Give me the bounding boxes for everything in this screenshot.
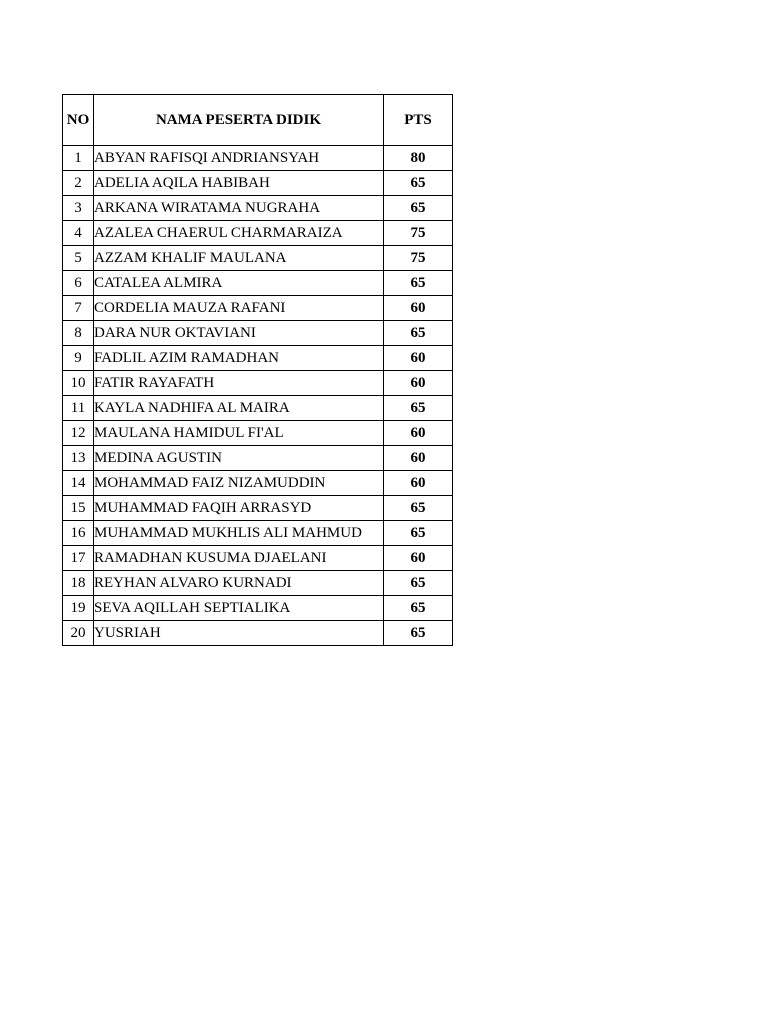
score-value: 65 — [384, 496, 453, 521]
student-name: MOHAMMAD FAIZ NIZAMUDDIN — [94, 471, 384, 496]
score-value: 60 — [384, 446, 453, 471]
table-row — [63, 421, 453, 446]
student-name: KAYLA NADHIFA AL MAIRA — [94, 396, 384, 421]
score-value: 65 — [384, 521, 453, 546]
score-value: 65 — [384, 196, 453, 221]
table-row — [63, 571, 453, 596]
header-name: NAMA PESERTA DIDIK — [94, 95, 384, 146]
table-row — [63, 596, 453, 621]
student-name: DARA NUR OKTAVIANI — [94, 321, 384, 346]
student-name: MUHAMMAD FAQIH ARRASYD — [94, 496, 384, 521]
score-value: 65 — [384, 271, 453, 296]
header-row — [63, 95, 453, 146]
scores-table — [62, 94, 453, 646]
table-row — [63, 471, 453, 496]
score-value: 65 — [384, 321, 453, 346]
score-value: 65 — [384, 596, 453, 621]
table-row — [63, 296, 453, 321]
row-number: 6 — [63, 271, 94, 296]
table-row — [63, 271, 453, 296]
table-row — [63, 396, 453, 421]
student-name: ADELIA AQILA HABIBAH — [94, 171, 384, 196]
student-name: RAMADHAN KUSUMA DJAELANI — [94, 546, 384, 571]
table-row — [63, 196, 453, 221]
row-number: 19 — [63, 596, 94, 621]
student-name: FATIR RAYAFATH — [94, 371, 384, 396]
row-number: 18 — [63, 571, 94, 596]
student-name: CATALEA ALMIRA — [94, 271, 384, 296]
header-score: PTS — [384, 95, 453, 146]
student-name: CORDELIA MAUZA RAFANI — [94, 296, 384, 321]
row-number: 16 — [63, 521, 94, 546]
table-row — [63, 246, 453, 271]
score-value: 65 — [384, 396, 453, 421]
row-number: 17 — [63, 546, 94, 571]
table-row — [63, 621, 453, 646]
table-row — [63, 496, 453, 521]
table-row — [63, 546, 453, 571]
score-value: 60 — [384, 346, 453, 371]
student-name: ABYAN RAFISQI ANDRIANSYAH — [94, 146, 384, 171]
table-row — [63, 446, 453, 471]
row-number: 13 — [63, 446, 94, 471]
student-name: FADLIL AZIM RAMADHAN — [94, 346, 384, 371]
header-no: NO — [63, 95, 94, 146]
score-value: 75 — [384, 221, 453, 246]
student-name: REYHAN ALVARO KURNADI — [94, 571, 384, 596]
row-number: 14 — [63, 471, 94, 496]
row-number: 4 — [63, 221, 94, 246]
student-name: MAULANA HAMIDUL FI'AL — [94, 421, 384, 446]
student-name: AZZAM KHALIF MAULANA — [94, 246, 384, 271]
score-value: 60 — [384, 421, 453, 446]
table-row — [63, 521, 453, 546]
student-name: MUHAMMAD MUKHLIS ALI MAHMUD — [94, 521, 384, 546]
row-number: 9 — [63, 346, 94, 371]
table-row — [63, 146, 453, 171]
student-name: YUSRIAH — [94, 621, 384, 646]
score-value: 65 — [384, 571, 453, 596]
row-number: 11 — [63, 396, 94, 421]
table-row — [63, 221, 453, 246]
row-number: 2 — [63, 171, 94, 196]
score-value: 60 — [384, 471, 453, 496]
score-value: 60 — [384, 371, 453, 396]
row-number: 10 — [63, 371, 94, 396]
score-value: 65 — [384, 621, 453, 646]
score-value: 80 — [384, 146, 453, 171]
row-number: 12 — [63, 421, 94, 446]
student-name: MEDINA AGUSTIN — [94, 446, 384, 471]
row-number: 5 — [63, 246, 94, 271]
score-value: 75 — [384, 246, 453, 271]
row-number: 15 — [63, 496, 94, 521]
score-value: 65 — [384, 171, 453, 196]
table-row — [63, 371, 453, 396]
row-number: 3 — [63, 196, 94, 221]
student-name: AZALEA CHAERUL CHARMARAIZA — [94, 221, 384, 246]
table-row — [63, 346, 453, 371]
row-number: 1 — [63, 146, 94, 171]
table-row — [63, 321, 453, 346]
student-name: SEVA AQILLAH SEPTIALIKA — [94, 596, 384, 621]
table-body — [63, 146, 453, 646]
table-row — [63, 171, 453, 196]
score-value: 60 — [384, 546, 453, 571]
row-number: 20 — [63, 621, 94, 646]
score-value: 60 — [384, 296, 453, 321]
row-number: 8 — [63, 321, 94, 346]
student-name: ARKANA WIRATAMA NUGRAHA — [94, 196, 384, 221]
row-number: 7 — [63, 296, 94, 321]
